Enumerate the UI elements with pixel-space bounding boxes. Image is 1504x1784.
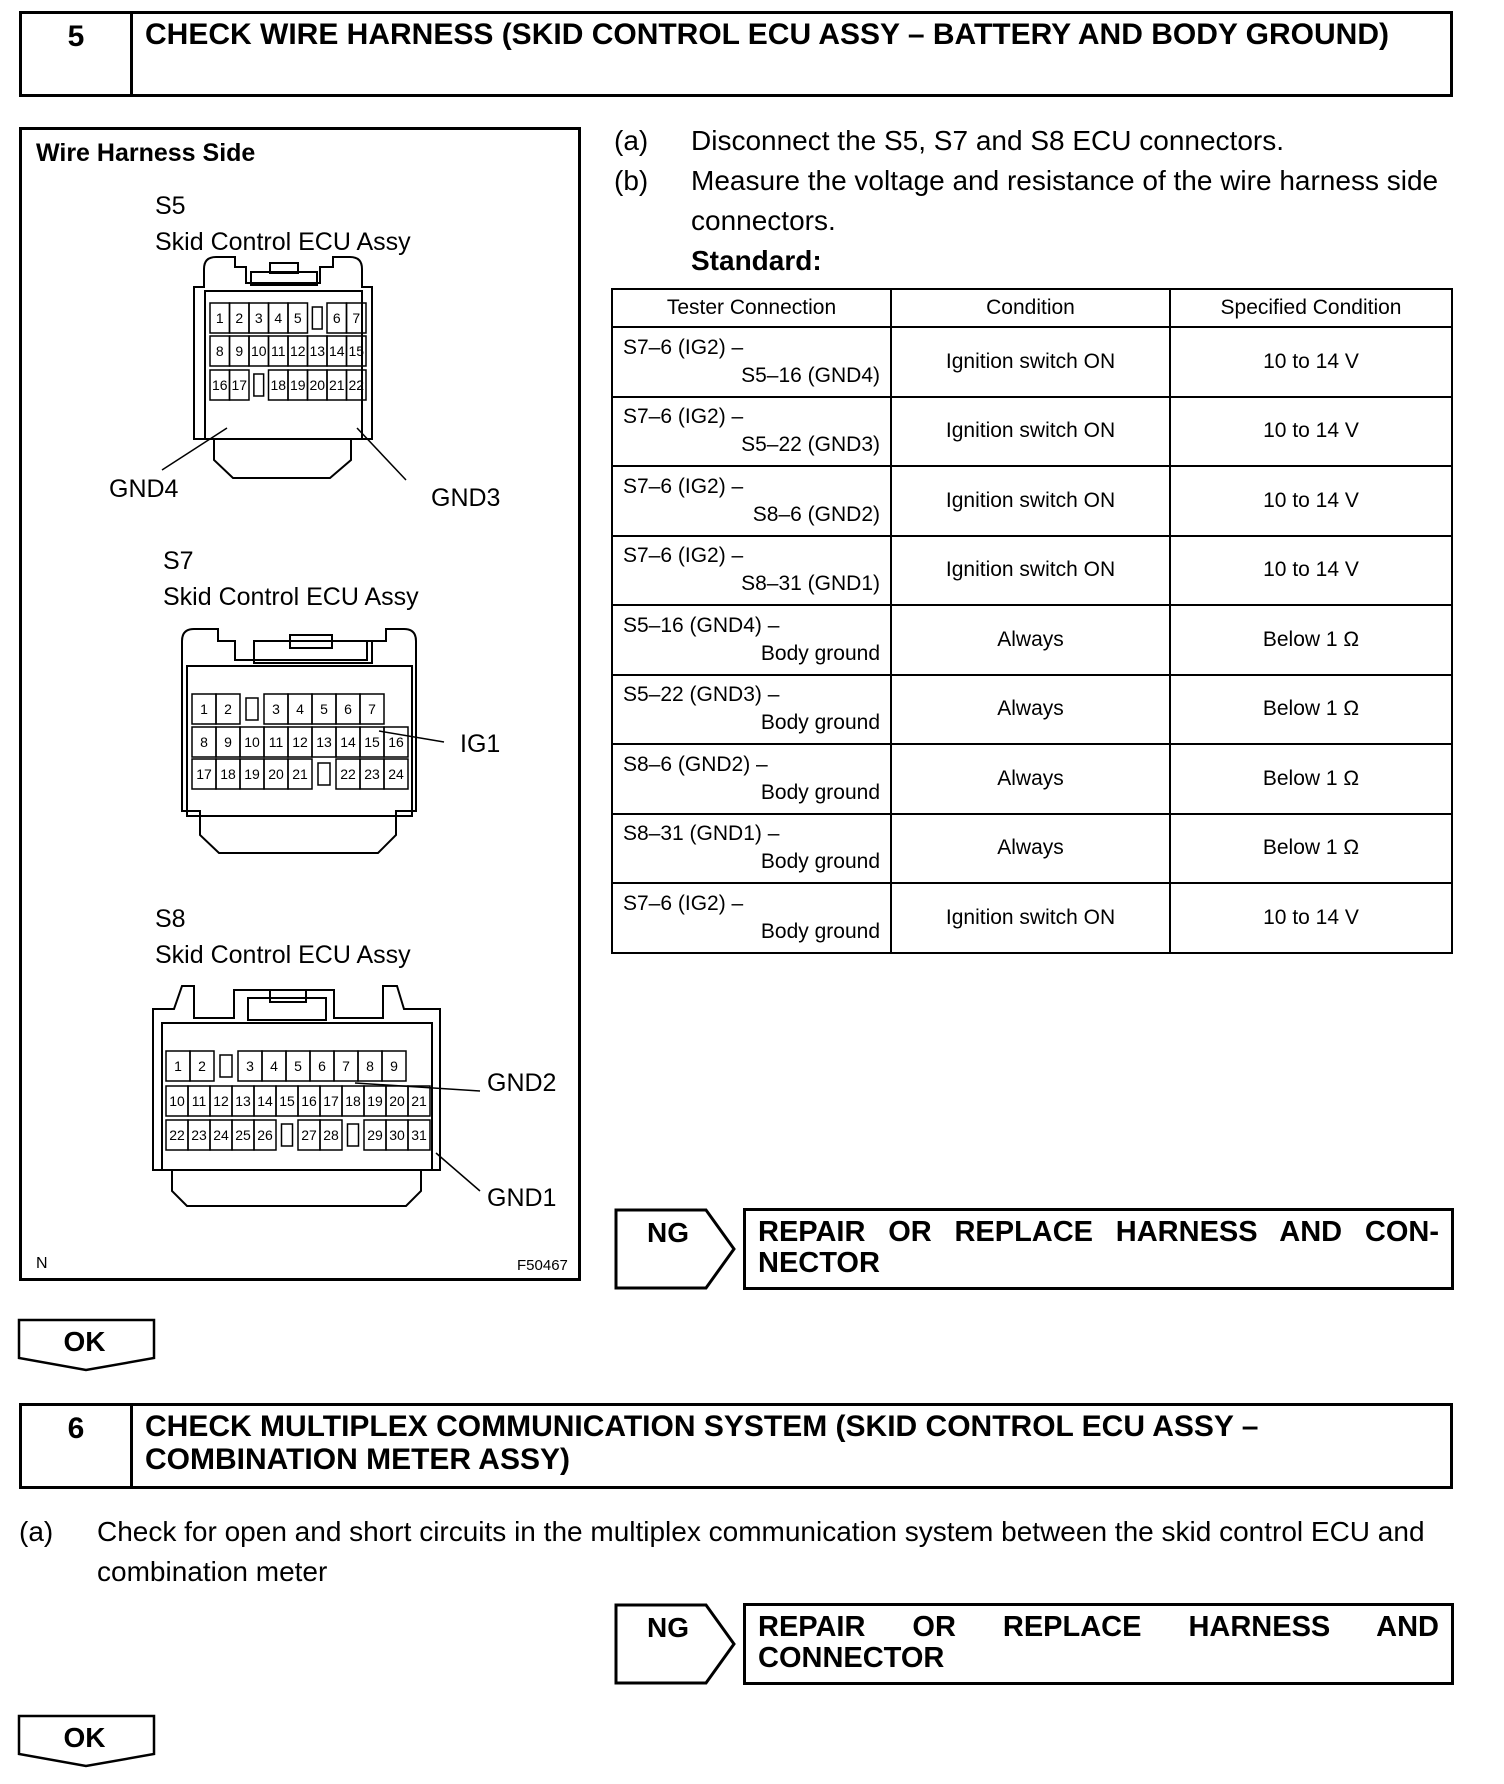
cell-condition: Always bbox=[891, 814, 1170, 884]
ok-label: OK bbox=[63, 1326, 106, 1357]
pin-number: 21 bbox=[411, 1093, 427, 1109]
s8-name: Skid Control ECU Assy bbox=[155, 941, 411, 969]
pin-number: 20 bbox=[268, 766, 284, 782]
pin-number: 8 bbox=[200, 734, 208, 750]
instruction-label: (a) bbox=[614, 125, 649, 156]
s8-pins bbox=[166, 1051, 430, 1150]
step-title: CHECK MULTIPLEX COMMUNICATION SYSTEM (SKID CONTROL ECU ASSY – COMBINATION METER ASSY) bbox=[145, 1410, 1259, 1476]
pin-gap bbox=[254, 374, 264, 396]
cell-conn-1: S7–6 (IG2) – bbox=[623, 891, 744, 915]
cell-spec: 10 to 14 V bbox=[1170, 327, 1452, 397]
pin-number: 18 bbox=[270, 377, 287, 393]
ok-label: OK bbox=[63, 1722, 106, 1753]
cell-spec: 10 to 14 V bbox=[1170, 883, 1452, 953]
s7-label-ig1: IG1 bbox=[460, 730, 501, 758]
step-number: 5 bbox=[22, 14, 133, 94]
cell-conn-1: S7–6 (IG2) – bbox=[623, 405, 744, 429]
remedy-box: REPAIR OR REPLACE HARNESS AND CON- NECTOR bbox=[743, 1208, 1454, 1290]
s7-name: Skid Control ECU Assy bbox=[163, 583, 419, 611]
pin-gap bbox=[348, 1124, 359, 1146]
pin-gap bbox=[282, 1124, 293, 1146]
pin-number: 16 bbox=[211, 377, 228, 393]
pin-number: 6 bbox=[332, 310, 341, 326]
header-condition: Condition bbox=[891, 289, 1170, 327]
pin-number: 24 bbox=[213, 1127, 229, 1143]
diagram-heading: Wire Harness Side bbox=[36, 139, 256, 167]
pin-number: 5 bbox=[293, 310, 302, 326]
cell-conn-1: S7–6 (IG2) – bbox=[623, 474, 744, 498]
s8-label-gnd2: GND2 bbox=[487, 1069, 557, 1097]
s8-label-gnd1: GND1 bbox=[487, 1184, 557, 1212]
step-5-header bbox=[19, 11, 1453, 97]
s5-label-gnd4: GND4 bbox=[109, 475, 179, 503]
cell-condition: Ignition switch ON bbox=[891, 466, 1170, 536]
pin-number: 20 bbox=[389, 1093, 405, 1109]
step-6-header bbox=[19, 1403, 1453, 1489]
pin-number: 23 bbox=[191, 1127, 207, 1143]
step-number: 6 bbox=[22, 1406, 133, 1486]
cell-condition: Always bbox=[891, 744, 1170, 814]
ng-label: NG bbox=[647, 1217, 689, 1248]
cell-spec: Below 1 Ω bbox=[1170, 744, 1452, 814]
pin-number: 15 bbox=[348, 343, 365, 359]
table-row bbox=[612, 327, 1452, 397]
corner-mark: N bbox=[36, 1255, 48, 1272]
cell-conn-1: S7–6 (IG2) – bbox=[623, 544, 744, 568]
pin-number: 8 bbox=[366, 1058, 374, 1074]
cell-condition: Ignition switch ON bbox=[891, 883, 1170, 953]
pin-number: 19 bbox=[367, 1093, 383, 1109]
pin-number: 8 bbox=[215, 343, 224, 359]
cell-conn-2: Body ground bbox=[760, 711, 880, 735]
pin-number: 7 bbox=[352, 310, 361, 326]
table-header-row bbox=[612, 289, 1452, 327]
pin-number: 3 bbox=[272, 701, 280, 717]
pin-number: 27 bbox=[301, 1127, 317, 1143]
cell-conn-2: S5–16 (GND4) bbox=[741, 363, 880, 387]
pin-number: 18 bbox=[220, 766, 236, 782]
pin-gap bbox=[246, 698, 258, 720]
cell-spec: Below 1 Ω bbox=[1170, 605, 1452, 675]
pin-number: 7 bbox=[342, 1058, 350, 1074]
pin-number: 29 bbox=[367, 1127, 383, 1143]
pin-number: 6 bbox=[318, 1058, 326, 1074]
pin-number: 10 bbox=[250, 343, 267, 359]
cell-condition: Ignition switch ON bbox=[891, 327, 1170, 397]
pin-number: 5 bbox=[294, 1058, 302, 1074]
pin-number: 14 bbox=[340, 734, 356, 750]
pin-number: 16 bbox=[388, 734, 404, 750]
cell-conn-1: S8–31 (GND1) – bbox=[623, 822, 780, 846]
instruction-text: Measure the voltage and resistance of the wire harness side connectors. bbox=[691, 165, 1439, 236]
pin-number: 21 bbox=[292, 766, 308, 782]
pin-number: 31 bbox=[411, 1127, 427, 1143]
cell-conn-1: S5–22 (GND3) – bbox=[623, 683, 780, 707]
instruction-b bbox=[614, 161, 1454, 241]
cell-conn-2: Body ground bbox=[760, 641, 880, 665]
pin-number: 1 bbox=[174, 1058, 182, 1074]
pin-number: 3 bbox=[246, 1058, 254, 1074]
s5-name: Skid Control ECU Assy bbox=[155, 228, 411, 256]
header-tester-connection: Tester Connection bbox=[612, 289, 891, 327]
instruction-text: Check for open and short circuits in the multiplex communication system between the skid control ECU and combination meter bbox=[97, 1516, 1425, 1587]
cell-condition: Always bbox=[891, 605, 1170, 675]
cell-conn-2: Body ground bbox=[760, 850, 880, 874]
s5-label-gnd3: GND3 bbox=[431, 484, 501, 512]
pin-gap bbox=[312, 307, 322, 329]
s7-pins bbox=[192, 694, 408, 789]
pin-number: 15 bbox=[279, 1093, 295, 1109]
instruction-label: (b) bbox=[614, 165, 649, 196]
table-row bbox=[612, 883, 1452, 953]
pin-number: 28 bbox=[323, 1127, 339, 1143]
s8-code: S8 bbox=[155, 905, 186, 933]
pin-number: 11 bbox=[268, 734, 284, 750]
step-title: CHECK WIRE HARNESS (SKID CONTROL ECU ASSY – BATTERY AND BODY GROUND) bbox=[145, 18, 1389, 51]
pin-number: 25 bbox=[235, 1127, 251, 1143]
pin-number: 1 bbox=[200, 701, 208, 717]
cell-spec: 10 to 14 V bbox=[1170, 397, 1452, 467]
pin-number: 10 bbox=[169, 1093, 185, 1109]
pin-number: 21 bbox=[328, 377, 345, 393]
pin-number: 22 bbox=[169, 1127, 185, 1143]
table-row bbox=[612, 675, 1452, 745]
standard-table bbox=[611, 288, 1453, 954]
pin-number: 4 bbox=[274, 310, 283, 326]
pin-number: 14 bbox=[328, 343, 345, 359]
pin-number: 30 bbox=[389, 1127, 405, 1143]
cell-conn-2: S8–6 (GND2) bbox=[752, 502, 880, 526]
pin-number: 1 bbox=[215, 310, 224, 326]
pin-number: 9 bbox=[224, 734, 232, 750]
table-row bbox=[612, 397, 1452, 467]
pin-number: 9 bbox=[235, 343, 244, 359]
connector-diagram bbox=[19, 127, 581, 1281]
instruction-label: (a) bbox=[19, 1516, 54, 1547]
cell-spec: Below 1 Ω bbox=[1170, 675, 1452, 745]
pin-number: 13 bbox=[235, 1093, 251, 1109]
cell-conn-2: Body ground bbox=[760, 919, 880, 943]
header-specified-condition: Specified Condition bbox=[1170, 289, 1452, 327]
pin-number: 14 bbox=[257, 1093, 273, 1109]
table-row bbox=[612, 605, 1452, 675]
pin-number: 11 bbox=[270, 343, 286, 359]
pin-number: 2 bbox=[198, 1058, 206, 1074]
table-row bbox=[612, 466, 1452, 536]
standard-label: Standard: bbox=[691, 245, 822, 276]
pin-number: 12 bbox=[289, 343, 306, 359]
pin-number: 17 bbox=[196, 766, 212, 782]
pin-number: 19 bbox=[289, 377, 306, 393]
cell-conn-1: S8–6 (GND2) – bbox=[623, 752, 768, 776]
pin-number: 10 bbox=[244, 734, 260, 750]
instruction-a bbox=[614, 121, 1454, 161]
cell-condition: Ignition switch ON bbox=[891, 397, 1170, 467]
pin-gap bbox=[220, 1055, 232, 1077]
pin-number: 2 bbox=[235, 310, 244, 326]
cell-spec: 10 to 14 V bbox=[1170, 466, 1452, 536]
remedy-box: REPAIR OR REPLACE HARNESS AND CONNECTOR bbox=[743, 1603, 1454, 1685]
s7-code: S7 bbox=[163, 547, 194, 575]
pin-number: 15 bbox=[364, 734, 380, 750]
pin-number: 19 bbox=[244, 766, 260, 782]
pin-number: 16 bbox=[301, 1093, 317, 1109]
cell-condition: Ignition switch ON bbox=[891, 536, 1170, 606]
pin-number: 2 bbox=[224, 701, 232, 717]
s5-code: S5 bbox=[155, 192, 186, 220]
pin-number: 22 bbox=[348, 377, 365, 393]
table-row bbox=[612, 744, 1452, 814]
table-row bbox=[612, 814, 1452, 884]
cell-spec: 10 to 14 V bbox=[1170, 536, 1452, 606]
pin-number: 24 bbox=[388, 766, 404, 782]
pin-number: 9 bbox=[390, 1058, 398, 1074]
figure-id: F50467 bbox=[517, 1257, 568, 1274]
pin-number: 6 bbox=[344, 701, 352, 717]
cell-conn-2: S5–22 (GND3) bbox=[741, 433, 880, 457]
pin-number: 22 bbox=[340, 766, 356, 782]
s5-connector bbox=[194, 257, 372, 478]
step6-instruction bbox=[19, 1512, 1459, 1592]
pin-number: 5 bbox=[320, 701, 328, 717]
pin-number: 20 bbox=[309, 377, 326, 393]
pin-number: 18 bbox=[345, 1093, 361, 1109]
pin-number: 11 bbox=[191, 1093, 207, 1109]
pin-number: 17 bbox=[323, 1093, 339, 1109]
table-row bbox=[612, 536, 1452, 606]
pin-number: 13 bbox=[316, 734, 332, 750]
pin-gap bbox=[318, 763, 330, 785]
pin-number: 13 bbox=[309, 343, 326, 359]
pin-number: 3 bbox=[254, 310, 263, 326]
pin-number: 23 bbox=[364, 766, 380, 782]
cell-condition: Always bbox=[891, 675, 1170, 745]
cell-conn-1: S5–16 (GND4) – bbox=[623, 613, 780, 637]
s5-pins bbox=[210, 303, 366, 400]
cell-conn-2: Body ground bbox=[760, 780, 880, 804]
pin-number: 12 bbox=[292, 734, 308, 750]
instruction-text: Disconnect the S5, S7 and S8 ECU connectors. bbox=[691, 125, 1284, 156]
pin-number: 17 bbox=[231, 377, 248, 393]
pin-number: 7 bbox=[368, 701, 376, 717]
ng-label: NG bbox=[647, 1612, 689, 1643]
pin-number: 12 bbox=[213, 1093, 229, 1109]
pin-number: 4 bbox=[270, 1058, 278, 1074]
pin-number: 4 bbox=[296, 701, 304, 717]
cell-conn-2: S8–31 (GND1) bbox=[741, 572, 880, 596]
pin-number: 26 bbox=[257, 1127, 273, 1143]
cell-conn-1: S7–6 (IG2) – bbox=[623, 335, 744, 359]
cell-spec: Below 1 Ω bbox=[1170, 814, 1452, 884]
